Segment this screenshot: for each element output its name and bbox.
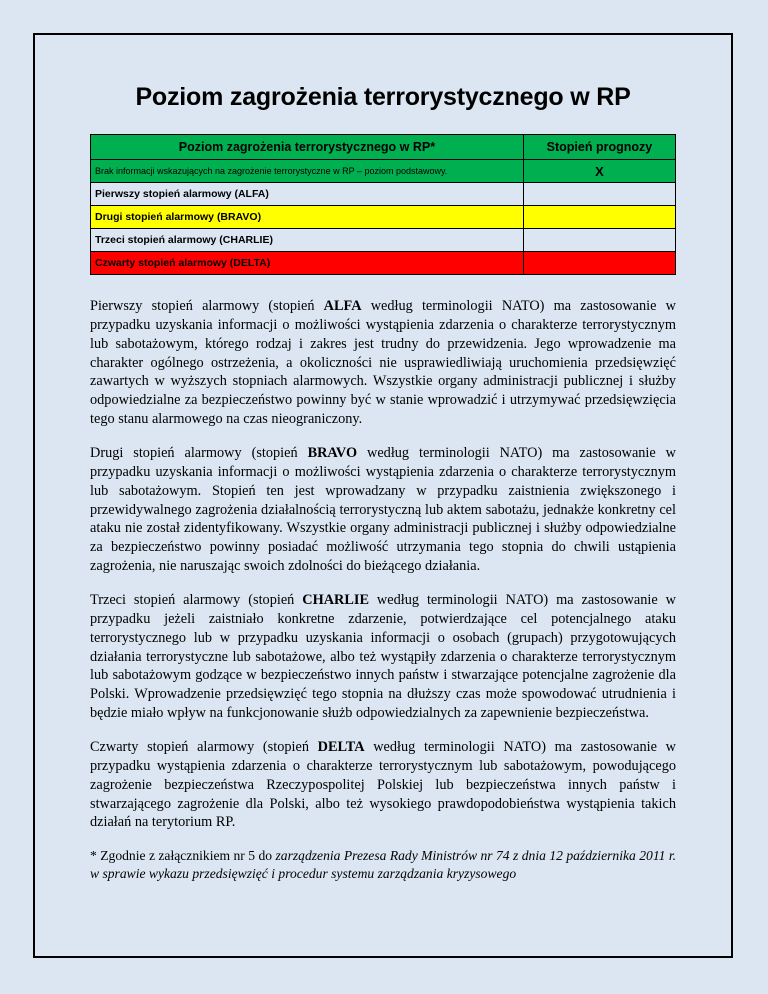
paragraph-delta-keyword: DELTA	[317, 739, 365, 756]
level-label-alfa: Pierwszy stopień alarmowy (ALFA)	[91, 183, 524, 206]
paragraph-charlie-text: według terminologii NATO) ma zastosowanie w przypadku jeżeli zaistniało konkretne zdarzenie, potwierdzające cel potencjalnego ataku terrorystycznego lub w przypadku uzyskania informacji o osobach (grupach) przygotowujących działania terrorystyczne lub sabotażowe, albo też wystąpiły zdarzenia o charakterze terrorystycznym lub sabotażowym godzące w bezpieczeństwo innych państw i stwarzające potencjalne zagrożenie dla Polski. Wprowadzenie przedsięwzięć tego stopnia na dłuższy czas może spowodować utrudnienia i będzie miało wpływ na funkcjonowanie służb odpowiedzialnych za zapewnienie bezpieczeństwa.	[90, 592, 677, 722]
table-row	[91, 160, 676, 183]
paragraph-charlie-keyword: CHARLIE	[302, 592, 369, 609]
footnote	[90, 847, 676, 882]
level-label-base: Brak informacji wskazujących na zagrożenie terrorystyczne w RP – poziom podstawowy.	[91, 160, 524, 183]
level-label-bravo: Drugi stopień alarmowy (BRAVO)	[91, 206, 524, 229]
document-body	[35, 35, 731, 883]
table-row	[91, 183, 676, 206]
paragraph-charlie	[90, 591, 676, 723]
paragraph-alfa	[90, 297, 676, 429]
paragraph-alfa-intro: Pierwszy stopień alarmowy (stopień	[90, 298, 324, 314]
paragraph-bravo-intro: Drugi stopień alarmowy (stopień	[90, 445, 308, 462]
table-row	[91, 252, 676, 275]
page-title: Poziom zagrożenia terrorystycznego w RP	[135, 83, 631, 111]
paragraph-charlie-intro: Trzeci stopień alarmowy (stopień	[90, 592, 303, 609]
prognosis-value-charlie	[523, 229, 675, 252]
document-page	[33, 33, 733, 958]
table-row	[91, 229, 676, 252]
level-label-charlie: Trzeci stopień alarmowy (CHARLIE)	[91, 229, 524, 252]
column-header-prognosis: Stopień prognozy	[523, 135, 675, 160]
prognosis-value-base: X	[523, 160, 675, 183]
column-header-level: Poziom zagrożenia terrorystycznego w RP*	[91, 135, 524, 160]
paragraph-alfa-keyword: ALFA	[323, 298, 362, 314]
level-label-delta: Czwarty stopień alarmowy (DELTA)	[91, 252, 524, 275]
paragraph-bravo-keyword: BRAVO	[307, 445, 358, 462]
paragraph-delta-text: według terminologii NATO) ma zastosowanie w przypadku wystąpienia zdarzenia o charakterze terrorystycznym lub sabotażowym, powodującego zagrożenie bezpieczeństwa Rzeczypospolitej Polskiej lub bezpieczeństwa innych państw i stwarzającego zagrożenie dla Polski, albo też wysokiego prawdopodobieństwa wystąpienia takich działań na terytorium RP.	[90, 739, 676, 831]
footnote-prefix: * Zgodnie z załącznikiem nr 5 do	[90, 848, 276, 864]
paragraph-bravo	[90, 444, 676, 576]
paragraph-delta	[90, 738, 676, 832]
threat-level-table	[90, 134, 676, 275]
table-row	[91, 206, 676, 229]
paragraph-alfa-text: według terminologii NATO) ma zastosowanie w przypadku uzyskania informacji o możliwości wystąpienia zdarzenia o charakterze terrorystycznym lub sabotażowym, którego rodzaj i zakres jest trudny do przewidzenia. Jego wprowadzenie ma charakter ogólnego ostrzeżenia, a okoliczności nie usprawiedliwiają uruchomienia przedsięwzięć zawartych w wyższych stopniach alarmowych. Wszystkie organy administracji publicznej i służby odpowiedzialne za bezpieczeństwo powinny być w stanie wprowadzić i utrzymywać przedsięwzięcia tego stanu alarmowego na czas nieograniczony.	[90, 298, 676, 428]
table-header-row	[91, 135, 676, 160]
prognosis-value-alfa	[523, 183, 675, 206]
footnote-reference: zarządzenia Prezesa Rady Ministrów nr 74 z dnia 12 października 2011 r. w sprawie wykazu przedsięwzięć i procedur systemu zarządzania kryzysowego	[90, 848, 677, 882]
paragraph-delta-intro: Czwarty stopień alarmowy (stopień	[90, 739, 318, 756]
prognosis-value-bravo	[523, 206, 675, 229]
paragraph-bravo-text: według terminologii NATO) ma zastosowanie w przypadku uzyskania informacji o możliwości wystąpienia zdarzenia o charakterze terrorystycznym lub sabotażowym. Stopień ten jest wprowadzany w przypadku zaistnienia zwiększonego i przewidywalnego zagrożenia działalnością terrorystyczną lub aktem sabotażu, jednakże konkretny cel ataku nie został zidentyfikowany. Wszystkie organy administracji publicznej i służby odpowiedzialne za bezpieczeństwo powinny posiadać możliwość utrzymania tego stopnia do chwili ustąpienia zagrożenia, nie naruszając swoich zdolności do bieżącego działania.	[90, 445, 676, 575]
prognosis-value-delta	[523, 252, 675, 275]
